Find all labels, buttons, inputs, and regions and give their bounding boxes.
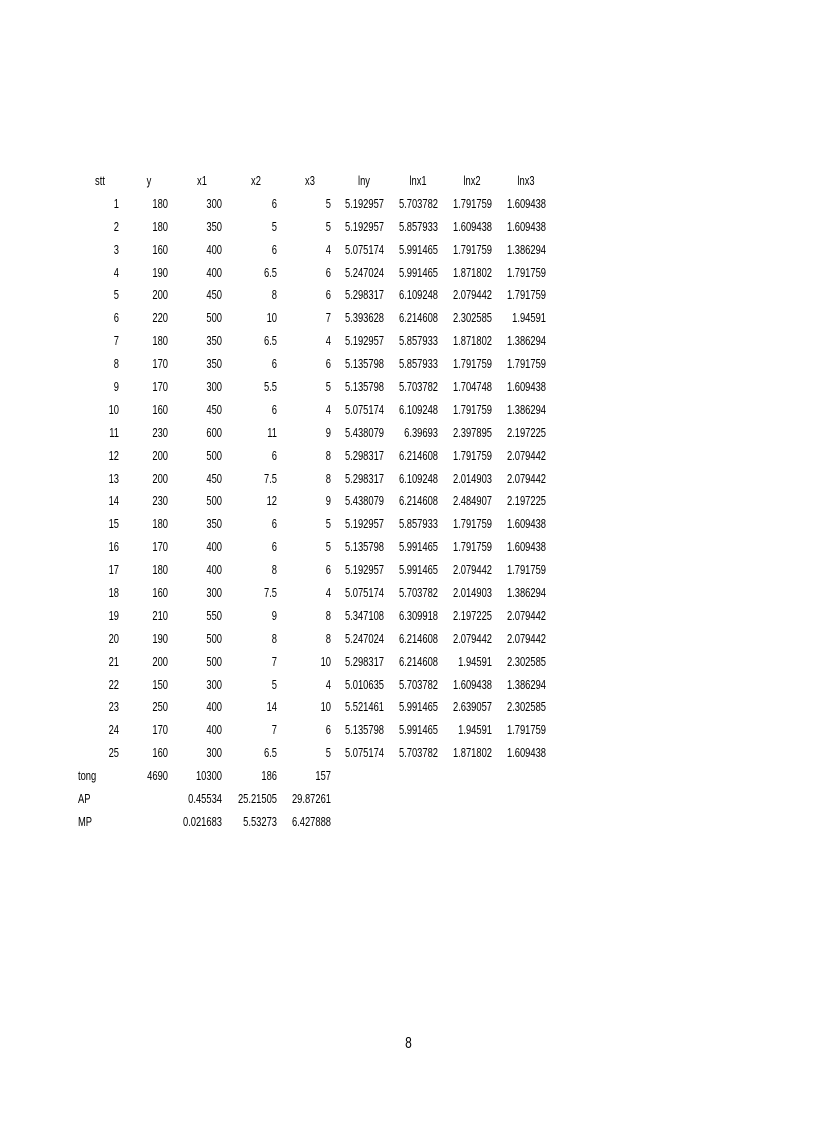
table-cell-y: 160	[152, 745, 168, 761]
table-cell-x2: 8	[271, 287, 277, 303]
table-cell-lnx1: 5.991465	[398, 241, 438, 257]
table-row	[78, 582, 558, 605]
table-cell-x2: 8	[271, 562, 277, 578]
summary-label: MP	[78, 813, 93, 829]
table-cell-lny: 5.438079	[344, 424, 384, 440]
table-cell-x1: 500	[206, 653, 222, 669]
summary-cell-x1: 10300	[195, 768, 222, 784]
table-cell-lnx2: 1.791759	[452, 241, 492, 257]
table-cell-lnx1: 5.703782	[398, 585, 438, 601]
table-cell-x3: 6	[325, 264, 331, 280]
table-cell-lny: 5.247024	[344, 264, 384, 280]
table-cell-x2: 6	[271, 447, 277, 463]
table-row	[78, 719, 558, 742]
table-cell-lnx1: 6.309918	[398, 607, 438, 623]
table-cell-stt: 12	[108, 447, 119, 463]
table-cell-x2: 6.5	[263, 745, 277, 761]
table-row	[78, 468, 558, 491]
table-cell-lnx3: 1.609438	[506, 379, 546, 395]
summary-label: tong	[78, 768, 97, 784]
table-cell-lnx3: 2.079442	[506, 630, 546, 646]
table-cell-lnx1: 5.703782	[398, 379, 438, 395]
table-cell-lnx1: 5.991465	[398, 264, 438, 280]
table-cell-stt: 14	[108, 493, 119, 509]
table-cell-x2: 14	[266, 699, 277, 715]
table-cell-lnx3: 1.386294	[506, 585, 546, 601]
table-cell-x3: 4	[325, 585, 331, 601]
table-cell-x1: 350	[206, 333, 222, 349]
table-cell-x2: 5	[271, 676, 277, 692]
table-cell-y: 250	[152, 699, 168, 715]
table-cell-lnx2: 2.397895	[452, 424, 492, 440]
table-cell-y: 190	[152, 264, 168, 280]
table-cell-lnx3: 1.791759	[506, 562, 546, 578]
table-cell-stt: 21	[108, 653, 119, 669]
table-cell-lny: 5.192957	[344, 195, 384, 211]
table-cell-lny: 5.347108	[344, 607, 384, 623]
table-cell-lnx3: 2.079442	[506, 607, 546, 623]
table-cell-lnx3: 2.302585	[506, 653, 546, 669]
table-row	[78, 376, 558, 399]
table-row	[78, 330, 558, 353]
table-cell-x1: 300	[206, 585, 222, 601]
table-cell-x3: 6	[325, 722, 331, 738]
table-cell-y: 170	[152, 539, 168, 555]
table-cell-lnx3: 1.386294	[506, 401, 546, 417]
table-cell-lny: 5.075174	[344, 401, 384, 417]
table-cell-lny: 5.192957	[344, 218, 384, 234]
table-cell-lnx1: 5.991465	[398, 562, 438, 578]
table-cell-y: 180	[152, 333, 168, 349]
table-row	[78, 651, 558, 674]
table-cell-y: 190	[152, 630, 168, 646]
table-cell-lnx1: 6.109248	[398, 401, 438, 417]
column-header-lnx3: lnx3	[517, 173, 535, 188]
table-row	[78, 742, 558, 765]
table-cell-y: 160	[152, 401, 168, 417]
table-cell-lnx1: 5.991465	[398, 539, 438, 555]
table-cell-lnx1: 6.214608	[398, 630, 438, 646]
table-row	[78, 353, 558, 376]
table-cell-lnx3: 1.386294	[506, 241, 546, 257]
table-cell-x2: 8	[271, 630, 277, 646]
table-cell-x2: 7.5	[263, 470, 277, 486]
table-cell-stt: 18	[108, 585, 119, 601]
summary-cell-x2: 186	[261, 768, 277, 784]
table-cell-lnx2: 1.94591	[458, 653, 492, 669]
table-cell-lnx2: 1.609438	[452, 218, 492, 234]
table-cell-y: 150	[152, 676, 168, 692]
table-cell-lnx3: 1.791759	[506, 287, 546, 303]
table-header-row	[78, 170, 558, 193]
table-cell-x3: 7	[325, 310, 331, 326]
table-cell-lny: 5.075174	[344, 745, 384, 761]
table-cell-y: 170	[152, 356, 168, 372]
table-cell-lnx3: 2.197225	[506, 493, 546, 509]
table-cell-lny: 5.298317	[344, 653, 384, 669]
column-header-stt: stt	[95, 173, 105, 188]
table-cell-x1: 400	[206, 562, 222, 578]
table-cell-x2: 6	[271, 539, 277, 555]
table-cell-lnx2: 1.791759	[452, 447, 492, 463]
column-header-x1: x1	[197, 173, 207, 188]
table-cell-lnx2: 1.791759	[452, 539, 492, 555]
table-cell-lny: 5.192957	[344, 333, 384, 349]
table-cell-lnx3: 1.791759	[506, 356, 546, 372]
table-cell-lnx2: 2.484907	[452, 493, 492, 509]
table-row	[78, 422, 558, 445]
summary-row-mp	[78, 811, 558, 834]
table-cell-lnx2: 1.791759	[452, 195, 492, 211]
column-header-x2: x2	[251, 173, 261, 188]
table-cell-x2: 6	[271, 356, 277, 372]
table-row	[78, 262, 558, 285]
table-cell-y: 180	[152, 195, 168, 211]
table-cell-stt: 16	[108, 539, 119, 555]
table-cell-x1: 500	[206, 447, 222, 463]
table-cell-lny: 5.298317	[344, 287, 384, 303]
summary-cell-x2: 25.21505	[237, 791, 277, 807]
table-cell-lnx3: 1.791759	[506, 264, 546, 280]
table-cell-x2: 9	[271, 607, 277, 623]
table-cell-lny: 5.135798	[344, 356, 384, 372]
table-cell-lnx1: 6.214608	[398, 493, 438, 509]
table-cell-x3: 10	[320, 699, 331, 715]
table-cell-lnx1: 5.857933	[398, 516, 438, 532]
table-cell-lny: 5.393628	[344, 310, 384, 326]
table-cell-y: 200	[152, 653, 168, 669]
table-row	[78, 490, 558, 513]
table-cell-lny: 5.135798	[344, 539, 384, 555]
table-cell-stt: 6	[113, 310, 119, 326]
table-cell-y: 160	[152, 585, 168, 601]
table-cell-lny: 5.192957	[344, 516, 384, 532]
table-cell-lnx2: 2.079442	[452, 287, 492, 303]
summary-row-tong	[78, 765, 558, 788]
table-cell-x3: 5	[325, 195, 331, 211]
table-cell-lnx2: 1.871802	[452, 333, 492, 349]
summary-cell-x3: 29.87261	[291, 791, 331, 807]
table-cell-stt: 5	[113, 287, 119, 303]
table-cell-stt: 23	[108, 699, 119, 715]
table-cell-x3: 8	[325, 630, 331, 646]
table-cell-stt: 9	[113, 379, 119, 395]
table-cell-lnx2: 1.871802	[452, 745, 492, 761]
table-cell-x3: 6	[325, 287, 331, 303]
table-cell-y: 200	[152, 447, 168, 463]
table-cell-x3: 4	[325, 401, 331, 417]
table-summary	[78, 765, 558, 834]
summary-cell-x3: 157	[315, 768, 331, 784]
table-cell-x2: 6.5	[263, 333, 277, 349]
table-cell-x1: 300	[206, 676, 222, 692]
table-row	[78, 674, 558, 697]
table-cell-lnx2: 1.94591	[458, 722, 492, 738]
table-row	[78, 536, 558, 559]
column-header-y: y	[146, 173, 152, 188]
table-cell-stt: 4	[113, 264, 119, 280]
table-cell-y: 180	[152, 562, 168, 578]
table-cell-x2: 6	[271, 241, 277, 257]
table-row	[78, 605, 558, 628]
table-cell-lnx2: 2.639057	[452, 699, 492, 715]
table-cell-lnx2: 1.791759	[452, 356, 492, 372]
table-cell-stt: 3	[113, 241, 119, 257]
table-cell-lny: 5.247024	[344, 630, 384, 646]
table-cell-lnx3: 1.386294	[506, 676, 546, 692]
table-cell-x3: 5	[325, 745, 331, 761]
table-cell-lnx3: 1.609438	[506, 539, 546, 555]
table-cell-lnx1: 5.857933	[398, 218, 438, 234]
table-cell-stt: 13	[108, 470, 119, 486]
page-number-text: 8	[404, 1035, 412, 1052]
table-cell-lnx3: 2.079442	[506, 470, 546, 486]
table-cell-x3: 5	[325, 539, 331, 555]
table-cell-x2: 7	[271, 722, 277, 738]
table-cell-x3: 8	[325, 470, 331, 486]
table-cell-lnx2: 1.704748	[452, 379, 492, 395]
table-cell-lny: 5.298317	[344, 470, 384, 486]
summary-cell-x1: 0.021683	[182, 813, 222, 829]
table-cell-lnx3: 1.609438	[506, 516, 546, 532]
table-cell-lnx2: 2.014903	[452, 585, 492, 601]
table-cell-lny: 5.521461	[344, 699, 384, 715]
table-cell-stt: 7	[113, 333, 119, 349]
table-cell-x1: 400	[206, 264, 222, 280]
table-cell-x2: 6	[271, 516, 277, 532]
table-cell-y: 210	[152, 607, 168, 623]
table-cell-lny: 5.192957	[344, 562, 384, 578]
table-cell-y: 180	[152, 516, 168, 532]
table-cell-y: 180	[152, 218, 168, 234]
table-cell-x1: 500	[206, 310, 222, 326]
table-cell-x3: 9	[325, 424, 331, 440]
table-cell-lnx2: 2.302585	[452, 310, 492, 326]
table-cell-x2: 12	[266, 493, 277, 509]
table-cell-x1: 450	[206, 470, 222, 486]
summary-cell-y	[125, 811, 168, 834]
table-cell-lnx1: 5.857933	[398, 356, 438, 372]
table-cell-lnx2: 1.609438	[452, 676, 492, 692]
table-cell-x1: 350	[206, 356, 222, 372]
table-cell-lnx1: 6.214608	[398, 310, 438, 326]
table-cell-x3: 4	[325, 333, 331, 349]
table-cell-x2: 7.5	[263, 585, 277, 601]
table-cell-x2: 7	[271, 653, 277, 669]
table-cell-y: 230	[152, 424, 168, 440]
table-cell-lny: 5.075174	[344, 585, 384, 601]
table-cell-x3: 4	[325, 676, 331, 692]
table-cell-lnx1: 6.39693	[404, 424, 438, 440]
table-cell-x1: 350	[206, 516, 222, 532]
table-cell-x3: 6	[325, 562, 331, 578]
table-cell-y: 170	[152, 379, 168, 395]
page-number	[0, 1035, 816, 1053]
table-cell-x1: 400	[206, 539, 222, 555]
table-cell-x1: 300	[206, 745, 222, 761]
table-cell-x1: 400	[206, 241, 222, 257]
table-cell-x1: 550	[206, 607, 222, 623]
table-row	[78, 399, 558, 422]
table-cell-y: 170	[152, 722, 168, 738]
table-cell-lnx1: 5.703782	[398, 676, 438, 692]
table-cell-lnx2: 1.791759	[452, 516, 492, 532]
table-cell-x2: 5	[271, 218, 277, 234]
table-cell-x2: 5.5	[263, 379, 277, 395]
table-cell-x3: 5	[325, 516, 331, 532]
summary-cell-x2: 5.53273	[243, 813, 277, 829]
table-cell-x2: 6	[271, 401, 277, 417]
table-row	[78, 307, 558, 330]
table-cell-lny: 5.075174	[344, 241, 384, 257]
table-row	[78, 696, 558, 719]
table-cell-stt: 25	[108, 745, 119, 761]
table-cell-lnx1: 5.991465	[398, 722, 438, 738]
table-cell-stt: 20	[108, 630, 119, 646]
column-header-lnx1: lnx1	[409, 173, 427, 188]
table-cell-lnx2: 1.791759	[452, 401, 492, 417]
table-cell-lnx2: 1.871802	[452, 264, 492, 280]
table-row	[78, 193, 558, 216]
table-cell-lnx1: 6.214608	[398, 653, 438, 669]
table-cell-stt: 1	[113, 195, 119, 211]
table-cell-lnx1: 6.109248	[398, 470, 438, 486]
table-cell-lny: 5.135798	[344, 722, 384, 738]
table-cell-x1: 300	[206, 195, 222, 211]
table-cell-lnx2: 2.079442	[452, 562, 492, 578]
table-row	[78, 513, 558, 536]
table-cell-x1: 500	[206, 493, 222, 509]
table-cell-stt: 17	[108, 562, 119, 578]
table-row	[78, 559, 558, 582]
table-cell-stt: 24	[108, 722, 119, 738]
table-cell-x1: 450	[206, 287, 222, 303]
table-cell-lnx3: 1.386294	[506, 333, 546, 349]
table-row	[78, 216, 558, 239]
column-header-lny: lny	[358, 173, 370, 188]
table-cell-x1: 500	[206, 630, 222, 646]
table-cell-stt: 10	[108, 401, 119, 417]
table-cell-y: 230	[152, 493, 168, 509]
table-cell-lnx3: 1.94591	[512, 310, 546, 326]
table-cell-x1: 400	[206, 699, 222, 715]
table-row	[78, 445, 558, 468]
table-cell-x3: 5	[325, 218, 331, 234]
data-table	[78, 170, 558, 834]
table-cell-lnx3: 1.791759	[506, 722, 546, 738]
table-cell-lnx3: 2.079442	[506, 447, 546, 463]
table-cell-stt: 22	[108, 676, 119, 692]
table-row	[78, 628, 558, 651]
table-cell-x3: 10	[320, 653, 331, 669]
column-header-lnx2: lnx2	[463, 173, 481, 188]
table-cell-x3: 5	[325, 379, 331, 395]
table-cell-lnx3: 2.302585	[506, 699, 546, 715]
table-cell-lnx1: 5.703782	[398, 195, 438, 211]
table-cell-x3: 6	[325, 356, 331, 372]
table-cell-x1: 350	[206, 218, 222, 234]
summary-cell-y: 4690	[147, 768, 168, 784]
table-cell-lnx2: 2.079442	[452, 630, 492, 646]
table-row	[78, 239, 558, 262]
table-body	[78, 193, 558, 765]
table-cell-y: 160	[152, 241, 168, 257]
table-cell-lnx1: 5.857933	[398, 333, 438, 349]
table-cell-x3: 8	[325, 607, 331, 623]
table-cell-y: 200	[152, 287, 168, 303]
table-cell-x1: 400	[206, 722, 222, 738]
table-cell-y: 220	[152, 310, 168, 326]
table-cell-stt: 11	[109, 424, 119, 440]
table-cell-x3: 8	[325, 447, 331, 463]
column-header-x3: x3	[305, 173, 315, 188]
table-cell-y: 200	[152, 470, 168, 486]
table-cell-stt: 2	[113, 218, 119, 234]
summary-row-ap	[78, 788, 558, 811]
table-cell-lnx3: 1.609438	[506, 218, 546, 234]
table-cell-stt: 19	[108, 607, 119, 623]
table-cell-x1: 300	[206, 379, 222, 395]
table-cell-x2: 11	[267, 424, 277, 440]
table-cell-lny: 5.010635	[344, 676, 384, 692]
table-cell-lnx2: 2.014903	[452, 470, 492, 486]
table-cell-lny: 5.438079	[344, 493, 384, 509]
table-cell-lny: 5.135798	[344, 379, 384, 395]
summary-label: AP	[78, 791, 91, 807]
table-cell-x1: 450	[206, 401, 222, 417]
table-cell-x3: 4	[325, 241, 331, 257]
table-cell-x1: 600	[206, 424, 222, 440]
table-cell-lnx3: 2.197225	[506, 424, 546, 440]
table-cell-x2: 6	[271, 195, 277, 211]
summary-cell-x1: 0.45534	[188, 791, 222, 807]
table-cell-x2: 10	[266, 310, 277, 326]
table-cell-lnx3: 1.609438	[506, 745, 546, 761]
table-cell-stt: 15	[108, 516, 119, 532]
summary-cell-x3: 6.427888	[291, 813, 331, 829]
table-cell-lnx1: 6.109248	[398, 287, 438, 303]
table-cell-x3: 9	[325, 493, 331, 509]
table-row	[78, 284, 558, 307]
table-cell-lnx3: 1.609438	[506, 195, 546, 211]
table-cell-lnx1: 5.991465	[398, 699, 438, 715]
table-cell-lnx2: 2.197225	[452, 607, 492, 623]
table-cell-x2: 6.5	[263, 264, 277, 280]
table-cell-lnx1: 5.703782	[398, 745, 438, 761]
table-cell-stt: 8	[113, 356, 119, 372]
table-cell-lnx1: 6.214608	[398, 447, 438, 463]
table-cell-lny: 5.298317	[344, 447, 384, 463]
summary-cell-y	[125, 788, 168, 811]
